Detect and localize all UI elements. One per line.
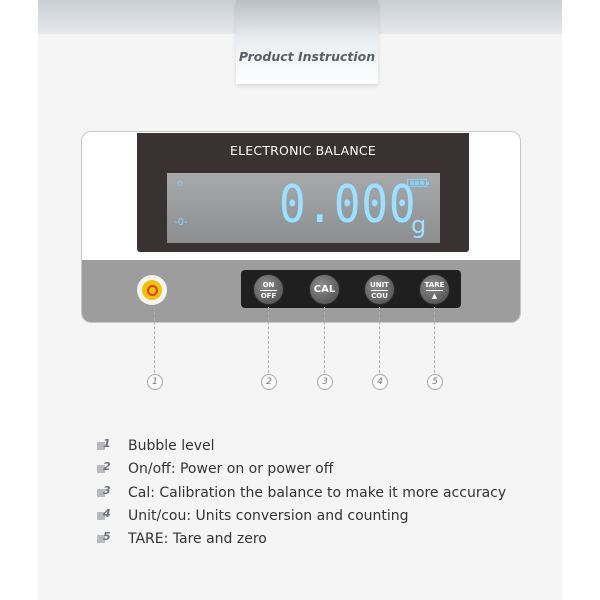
on-off-bottom-label: OFF [260,292,277,300]
callout-number-2: 2 [261,374,277,390]
bubble-level-icon [137,275,167,305]
legend-marker-icon [97,460,115,475]
unit-cou-button[interactable] [364,274,395,305]
weight-unit: g [411,211,427,239]
legend-item [97,529,267,549]
on-off-button[interactable] [253,274,284,305]
on-off-top-label: ON [262,281,275,289]
legend-item [97,506,409,526]
legend-text: TARE: Tare and zero [128,531,267,547]
legend-number: 4 [103,507,111,520]
brand-label: ELECTRONIC BALANCE [230,143,376,158]
legend-marker-icon [97,507,115,522]
unit-top-label: UNIT [370,281,389,289]
callout-number-1: 1 [147,374,163,390]
tare-top-label: TARE [424,281,445,289]
legend-text: On/off: Power on or power off [128,461,334,477]
tare-arrow-icon: ▲ [431,292,438,300]
legend-marker-icon [97,437,115,452]
callout-line-1 [154,307,155,373]
weight-readout: 0.000 [279,175,417,235]
callout-line-4 [379,307,380,373]
legend-item [97,459,333,479]
callout-number-3: 3 [317,374,333,390]
display-frame [137,133,469,252]
title-tab [236,0,378,84]
legend-item [97,483,506,503]
callout-number-5: 5 [427,374,443,390]
legend-marker-icon [97,484,115,499]
legend-item [97,436,215,456]
legend-number: 2 [103,460,111,473]
tare-button[interactable] [419,274,450,305]
callout-line-2 [268,307,269,373]
zero-indicator: -0- [174,217,188,228]
callout-number-4: 4 [372,374,388,390]
lcd-screen [167,173,440,243]
callout-line-3 [324,307,325,373]
legend-text: Bubble level [128,438,215,454]
legend-text: Cal: Calibration the balance to make it more accuracy [128,485,507,501]
stable-indicator: o [177,178,184,189]
legend-number: 1 [103,437,111,450]
page-title: Product Instruction [238,49,376,64]
keypad [241,270,461,308]
legend-number: 3 [103,484,111,497]
cal-label: CAL [313,284,336,295]
legend-marker-icon [97,530,115,545]
cal-button[interactable] [309,274,340,305]
legend-number: 5 [103,530,111,543]
balance-device [81,131,521,323]
legend-text: Unit/cou: Units conversion and counting [128,508,409,524]
callout-line-5 [434,307,435,373]
cou-bottom-label: COU [371,292,388,300]
